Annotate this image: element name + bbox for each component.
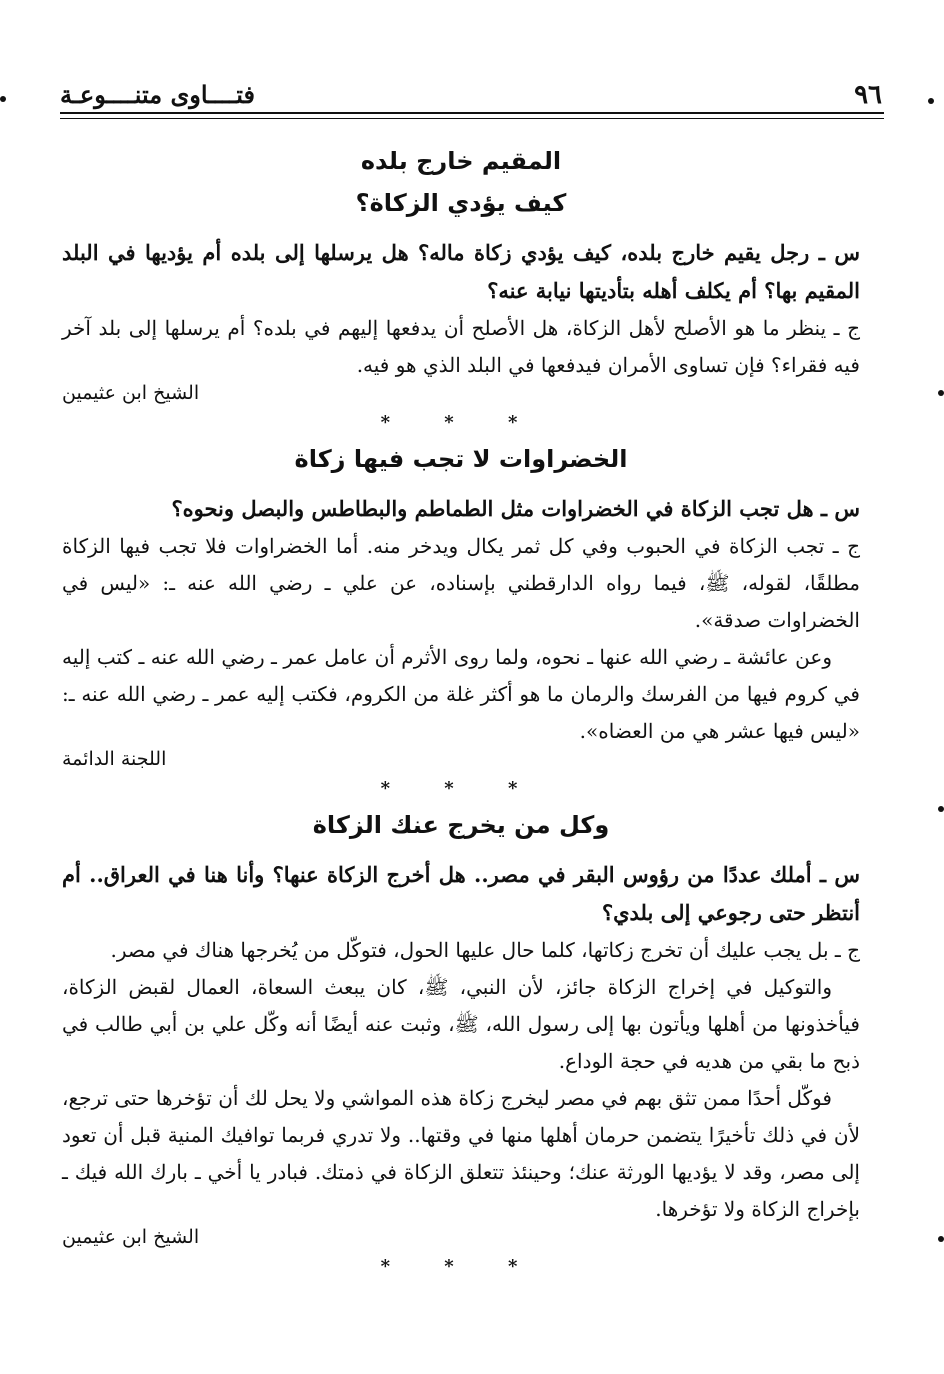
page-body xyxy=(62,140,860,1282)
fatwa-section xyxy=(62,438,860,804)
signature: الشيخ ابن عثيمين xyxy=(62,382,200,404)
margin-dot xyxy=(0,96,6,102)
page-header xyxy=(60,78,882,112)
margin-dot xyxy=(938,1236,944,1242)
fatwa-section xyxy=(62,140,860,438)
answer-paragraph: فوكّل أحدًا ممن تثق بهم في مصر ليخرج زكاة هذه المواشي ولا يحل لك أن تؤخرها حتى ترجع، لأن في ذلك تأخيرًا يتضمن حرمان أهلها منها في وقتها.. ولا تدري فربما توافيك المنية قبل أن تعود إلى مصر، وقد لا يؤديها الورثة عنك؛ وحينئذ تتعلق الزكاة في ذمتك. فبادر يا أخي ـ بارك الله فيك ـ بإخراج الزكاة ولا تؤخرها. xyxy=(62,1086,860,1221)
separator-stars: * * * xyxy=(380,412,542,433)
answer-paragraph: ج ـ بل يجب عليك أن تخرج زكاتها، كلما حال عليها الحول، فتوكّل من يُخرجها هناك في مصر. xyxy=(110,938,860,962)
separator-stars: * * * xyxy=(380,1256,542,1277)
section-title: المقيم خارج بلده xyxy=(360,147,562,175)
header-rule xyxy=(60,112,884,114)
section-title: كيف يؤدي الزكاة؟ xyxy=(355,189,567,217)
question-text: س ـ هل تجب الزكاة في الخضراوات مثل الطماطم والبطاطس والبصل ونحوه؟ xyxy=(171,496,860,521)
header-rule-thin xyxy=(60,118,884,119)
question-text: س ـ رجل يقيم خارج بلده، كيف يؤدي زكاة ماله؟ هل يرسلها إلى بلده أم يؤديها في البلد المقيم بها؟ أم يكلف أهله بتأديتها نيابة عنه؟ xyxy=(62,240,860,303)
fatwa-section xyxy=(62,804,860,1282)
margin-dot xyxy=(928,98,934,104)
signature: اللجنة الدائمة xyxy=(62,748,167,770)
page-number: ٩٦ xyxy=(854,80,882,110)
margin-dot xyxy=(938,390,944,396)
section-title: الخضراوات لا تجب فيها زكاة xyxy=(294,445,628,473)
section-title: وكل من يخرج عنك الزكاة xyxy=(312,811,610,839)
answer-paragraph: ج ـ ينظر ما هو الأصلح لأهل الزكاة، هل الأصلح أن يدفعها إليهم في بلده؟ أم يرسلها إلى بلد آخر فيه فقراء؟ فإن تساوى الأمران فيدفعها في البلد الذي هو فيه. xyxy=(62,316,860,377)
answer-paragraph: وعن عائشة ـ رضي الله عنها ـ نحوه، ولما روى الأثرم أن عامل عمر ـ رضي الله عنه ـ كتب إليه في كروم فيها من الفرسك والرمان ما هو أكثر غلة من الكروم، فكتب إليه عمر ـ رضي الله عنه ـ: «ليس فيها عشر هي من العضاه». xyxy=(62,645,860,743)
separator-stars: * * * xyxy=(380,778,542,799)
answer-paragraph: والتوكيل في إخراج الزكاة جائز، لأن النبي، ﷺ، كان يبعث السعاة، العمال لقبض الزكاة، فيأخذونها من أهلها ويأتون بها إلى رسول الله، ﷺ، وثبت عنه أيضًا أنه وكّل علي بن أبي طالب في ذبح ما بقي من هديه في حجة الوداع. xyxy=(62,975,860,1073)
signature: الشيخ ابن عثيمين xyxy=(62,1226,200,1248)
question-text: س ـ أملك عددًا من رؤوس البقر في مصر.. هل أخرج الزكاة عنها؟ وأنا هنا في العراق.. أم أنتظر حتى رجوعي إلى بلدي؟ xyxy=(62,862,860,925)
answer-paragraph: ج ـ تجب الزكاة في الحبوب وفي كل ثمر يكال ويدخر منه. أما الخضراوات فلا تجب فيها الزكاة مطلقًا، لقوله، ﷺ، فيما رواه الدارقطني بإسناده، عن علي ـ رضي الله عنه ـ: «ليس في الخضراوات صدقة». xyxy=(62,534,860,632)
book-title: فتــــاوى متنــــوعـة xyxy=(60,80,255,109)
margin-dot xyxy=(938,806,944,812)
